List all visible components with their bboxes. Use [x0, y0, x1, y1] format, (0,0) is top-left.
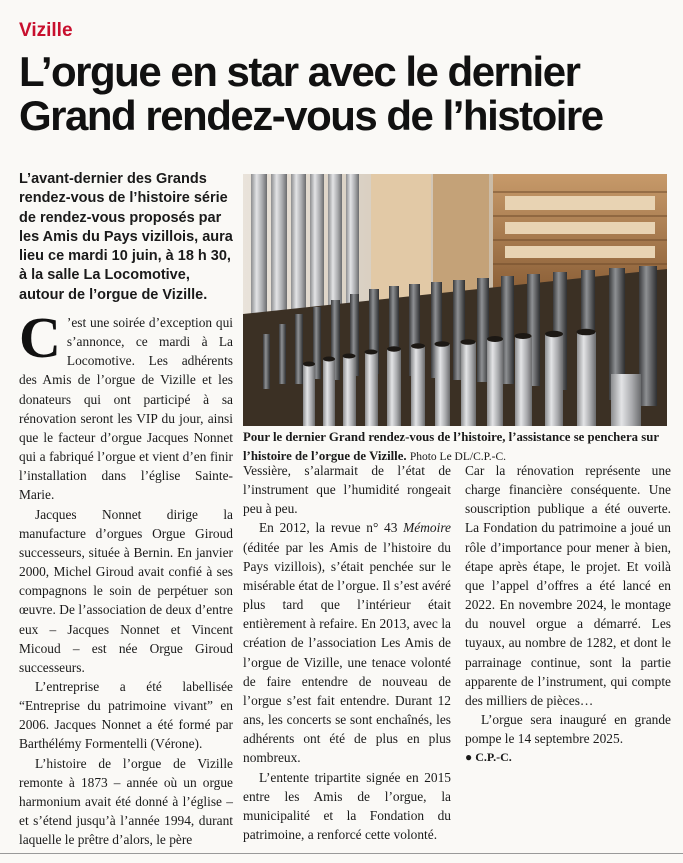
paragraph-1-text: ’est une soirée d’exception qui s’annonce, ce mardi à La Locomotive. Les adhérents des Amis de l’orgue de Vizille et les donateurs qui ont participé à sa rénovation seront les VIP du jour, ainsi que le facteur d’orgue Jacques Nonnet qui a fabriqué l’orgue et vient d’en finir l’installation dans l’église Sainte-Marie.: [19, 315, 233, 503]
article-column-3: [465, 461, 671, 768]
article-paragraph-5: [243, 518, 451, 767]
article-paragraph-2: Jacques Nonnet dirige la manufacture d’orgues Orgue Giroud successeurs, située à Bernin. En janvier 2000, Michel Giroud avait confié à ses compagnons le soin de perpétuer son œuvre. De l’association de deux d’entre eux – Jacques Nonnet et Vincent Micoud – est née Orgue Giroud successeurs.: [19, 506, 233, 675]
article-paragraph-4-cont: Vessière, s’alarmait de l’état de l’instrument que l’humidité rongeait peu à peu.: [243, 463, 451, 517]
article-paragraph-6: L’entente tripartite signée en 2015 entre les Amis de l’orgue, la municipalité et la Fondation du patrimoine, a renforcé cette volonté.: [243, 769, 451, 842]
organ-pipes-illustration: [243, 174, 667, 426]
paragraph-5-text-a: En 2012, la revue n° 43: [259, 520, 404, 536]
article-paragraph-6-cont: Car la rénovation représente une charge financière conséquente. Une souscription publique a été ouverte. La Fondation du patrimoine a joué un rôle d’importance pour mener à bien, étape après étape, le projet. Et voilà que l’appel d’offres a été lancé en 2022. En novembre 2024, le montage du nouvel orgue a démarré. Les tuyaux, au nombre de 1282, et dont le parrainage continue, sont la partie apparente de l’instrument, qui compte des milliers de pièces…: [465, 463, 671, 708]
author-signature: ● C.P.-C.: [465, 750, 512, 765]
kicker: Vizille: [19, 20, 73, 41]
photo-credit: Photo Le DL/C.P.-C.: [409, 450, 506, 463]
article-paragraph-1: [19, 305, 233, 505]
bottom-divider: [0, 853, 683, 854]
lead-paragraph: L’avant-dernier des Grands rendez-vous de l’histoire série de rendez-vous proposés par les Amis du Pays vizillois, aura lieu ce mardi 10 juin, à 18 h 30, à la salle La Locomotive, autour de l’orgue de Vizille.: [19, 171, 233, 303]
article-column-2: [243, 461, 451, 844]
article-paragraph-3: L’entreprise a été labellisée “Entreprise du patrimoine vivant” en 2006. Jacques Nonnet a été formé par Barthélémy Formentelli (Vérone).: [19, 678, 233, 752]
organ-photo: [243, 174, 667, 426]
article-paragraph-4: L’histoire de l’orgue de Vizille remonte à 1873 – année où un orgue harmonium avait été donné à l’église – et s’étend jusqu’à l’année 1994, durant laquelle le prêtre d’alors, le père: [19, 755, 233, 848]
caption-text: Pour le dernier Grand rendez-vous de l’histoire, l’assistance se penchera sur l’histoire de l’orgue de Vizille.: [243, 430, 659, 463]
drop-cap: C: [19, 305, 61, 370]
review-title: Mémoire: [403, 520, 451, 536]
article-paragraph-7: L’orgue sera inauguré en grande pompe le 14 septembre 2025.: [465, 712, 671, 747]
article-column-1: [19, 305, 233, 849]
paragraph-5-text-b: (éditée par les Amis de l’histoire du Pays vizillois), s’était penchée sur le misérable état de l’orgue. Il s’est avéré plus tard que l’intérieur était entièrement à refaire. En 2013, avec la création de l’association Les Amis de l’orgue de Vizille, une tenace volonté de faire entendre de nouveau de l’orgue s’est fait entendre. Durant 12 ans, les concerts se sont enchaînés, les adhérents ont été de plus en plus nombreux.: [243, 539, 451, 766]
headline: L’orgue en star avec le dernier Grand rendez-vous de l’histoire: [19, 48, 603, 139]
